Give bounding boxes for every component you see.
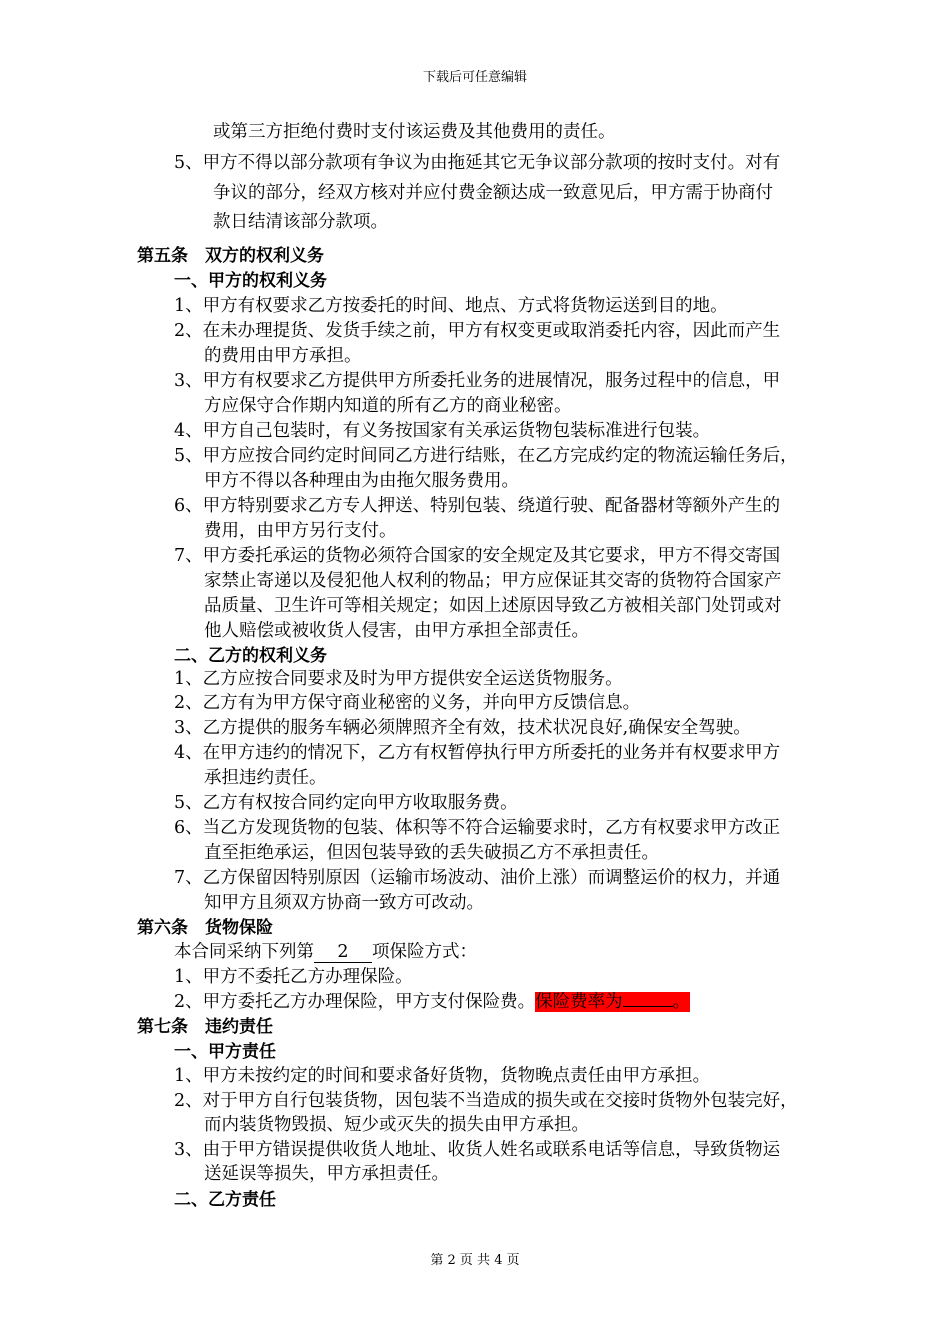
- insurance-rate-label: 保险费率为: [535, 992, 623, 1012]
- paragraph-line: 3、由于甲方错误提供收货人地址、收货人姓名或联系电话等信息，导致货物运: [174, 1140, 781, 1160]
- paragraph-line: 5、甲方不得以部分款项有争议为由拖延其它无争议部分款项的按时支付。对有: [174, 153, 781, 173]
- paragraph-line: 款日结清该部分款项。: [213, 212, 388, 232]
- paragraph-line: 7、甲方委托承运的货物必须符合国家的安全规定及其它要求，甲方不得交寄国: [174, 546, 781, 566]
- insurance-rate-line: [174, 990, 690, 1014]
- paragraph-line: 知甲方且须双方协商一致方可改动。: [204, 893, 484, 913]
- section-heading: 第六条 货物保险: [137, 918, 273, 938]
- paragraph-line: 或第三方拒绝付费时支付该运费及其他费用的责任。: [213, 122, 616, 142]
- paragraph-line: 4、在甲方违约的情况下，乙方有权暂停执行甲方所委托的业务并有权要求甲方: [174, 743, 781, 763]
- paragraph-line: 6、甲方特别要求乙方专人押送、特别包装、绕道行驶、配备器材等额外产生的: [174, 496, 781, 516]
- insurance-choice-line: [174, 940, 477, 964]
- paragraph-line: 费用，由甲方另行支付。: [204, 521, 397, 541]
- page-footer: 第 2 页 共 4 页: [430, 1253, 520, 1268]
- subsection-heading: 一、甲方的权利义务: [174, 271, 327, 291]
- paragraph-line: 家禁止寄递以及侵犯他人权利的物品；甲方应保证其交寄的货物符合国家产: [204, 571, 782, 591]
- paragraph-line: 5、甲方应按合同约定时间同乙方进行结账，在乙方完成约定的物流运输任务后，: [174, 446, 798, 466]
- paragraph-line: 的费用由甲方承担。: [204, 346, 362, 366]
- section-heading: 第七条 违约责任: [137, 1017, 273, 1037]
- paragraph-line: 而内装货物毁损、短少或灭失的损失由甲方承担。: [204, 1115, 589, 1135]
- paragraph-line: 3、乙方提供的服务车辆必须牌照齐全有效，技术状况良好,确保安全驾驶。: [174, 718, 751, 738]
- paragraph-line: 1、乙方应按合同要求及时为甲方提供安全运送货物服务。: [174, 669, 623, 689]
- paragraph-line: 2、对于甲方自行包装货物，因包装不当造成的损失或在交接时货物外包装完好，: [174, 1091, 798, 1111]
- paragraph-line: 1、甲方未按约定的时间和要求备好货物，货物晚点责任由甲方承担。: [174, 1066, 711, 1086]
- paragraph-line: 5、乙方有权按合同约定向甲方收取服务费。: [174, 793, 518, 813]
- paragraph-line: 送延误等损失，甲方承担责任。: [204, 1164, 449, 1184]
- insurance-rate-text: 2、甲方委托乙方办理保险，甲方支付保险费。: [174, 992, 536, 1012]
- insurance-rate-suffix: 。: [672, 992, 691, 1012]
- subsection-heading: 二、乙方的权利义务: [174, 646, 327, 666]
- paragraph-line: 承担违约责任。: [204, 768, 327, 788]
- paragraph-line: 3、甲方有权要求乙方提供甲方所委托业务的进展情况，服务过程中的信息，甲: [174, 371, 781, 391]
- insurance-choice-blank: 2: [314, 942, 372, 963]
- paragraph-line: 2、乙方有为甲方保守商业秘密的义务，并向甲方反馈信息。: [174, 693, 641, 713]
- paragraph-line: 他人赔偿或被收货人侵害，由甲方承担全部责任。: [204, 621, 589, 641]
- subsection-heading: 二、乙方责任: [174, 1190, 276, 1210]
- insurance-rate-blank: [623, 1006, 673, 1007]
- paragraph-line: 品质量、卫生许可等相关规定；如因上述原因导致乙方被相关部门处罚或对: [204, 596, 782, 616]
- paragraph-line: 争议的部分，经双方核对并应付费金额达成一致意见后，甲方需于协商付: [213, 183, 773, 203]
- paragraph-line: 6、当乙方发现货物的包装、体积等不符合运输要求时，乙方有权要求甲方改正: [174, 818, 781, 838]
- paragraph-line: 2、在未办理提货、发货手续之前，甲方有权变更或取消委托内容，因此而产生: [174, 321, 781, 341]
- paragraph-line: 1、甲方有权要求乙方按委托的时间、地点、方式将货物运送到目的地。: [174, 296, 728, 316]
- paragraph-line: 7、乙方保留因特别原因（运输市场波动、油价上涨）而调整运价的权力，并通: [174, 868, 781, 888]
- paragraph-line: 直至拒绝承运，但因包装导致的丢失破损乙方不承担责任。: [204, 843, 659, 863]
- paragraph-line: 甲方不得以各种理由为由拖欠服务费用。: [204, 471, 519, 491]
- subsection-heading: 一、甲方责任: [174, 1042, 276, 1062]
- page-header: 下载后可任意编辑: [422, 70, 527, 85]
- insurance-choice-suffix: 项保险方式：: [372, 942, 477, 962]
- section-heading: 第五条 双方的权利义务: [137, 246, 324, 266]
- insurance-choice-text: 本合同采纳下列第: [174, 942, 314, 962]
- paragraph-line: 1、甲方不委托乙方办理保险。: [174, 967, 413, 987]
- paragraph-line: 方应保守合作期内知道的所有乙方的商业秘密。: [204, 396, 572, 416]
- paragraph-line: 4、甲方自己包装时，有义务按国家有关承运货物包装标准进行包装。: [174, 421, 711, 441]
- insurance-rate-highlight: [535, 992, 690, 1012]
